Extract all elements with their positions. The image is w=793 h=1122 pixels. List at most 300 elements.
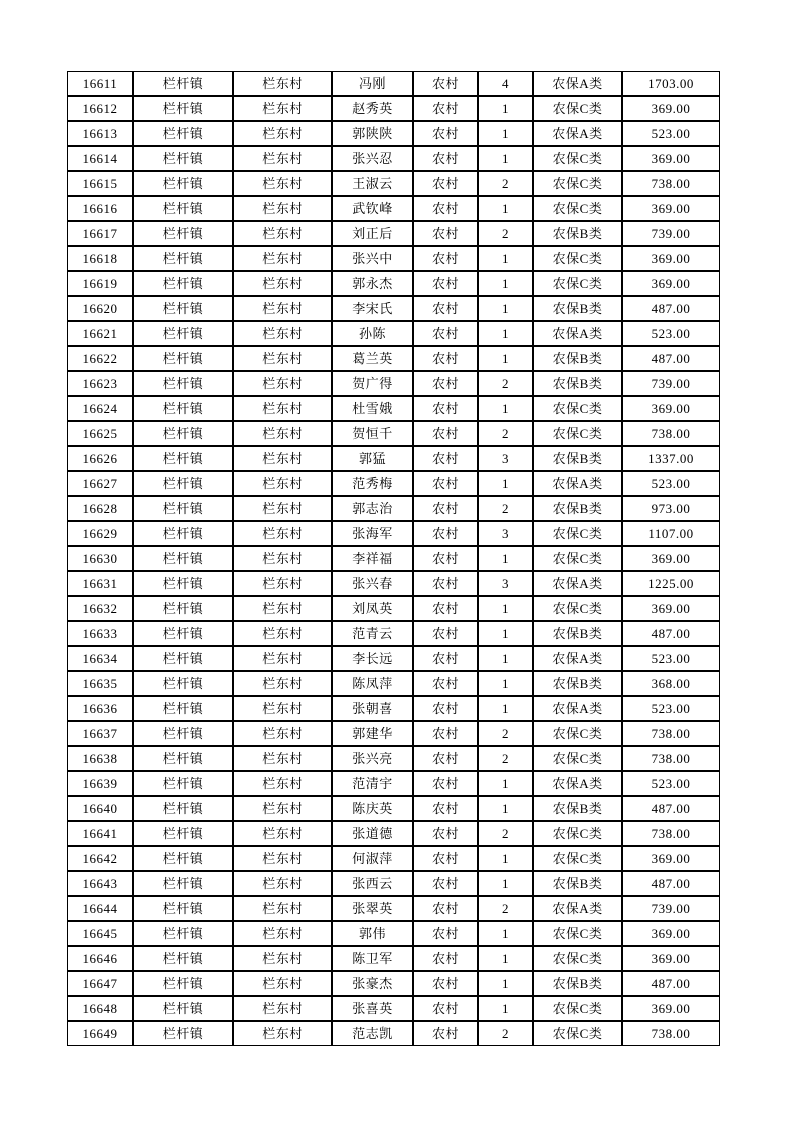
cell-town: 栏杆镇: [133, 621, 233, 646]
cell-id: 16627: [67, 471, 133, 496]
cell-town: 栏杆镇: [133, 796, 233, 821]
cell-residence: 农村: [413, 796, 478, 821]
cell-residence: 农村: [413, 271, 478, 296]
cell-residence: 农村: [413, 546, 478, 571]
cell-amount: 1225.00: [622, 571, 720, 596]
cell-count: 1: [478, 321, 533, 346]
cell-amount: 738.00: [622, 171, 720, 196]
cell-name: 张兴春: [332, 571, 413, 596]
cell-category: 农保A类: [533, 71, 622, 96]
cell-amount: 738.00: [622, 421, 720, 446]
cell-id: 16619: [67, 271, 133, 296]
cell-residence: 农村: [413, 246, 478, 271]
cell-category: 农保A类: [533, 471, 622, 496]
cell-id: 16648: [67, 996, 133, 1021]
cell-count: 1: [478, 796, 533, 821]
cell-count: 1: [478, 246, 533, 271]
cell-count: 4: [478, 71, 533, 96]
cell-name: 张兴亮: [332, 746, 413, 771]
cell-category: 农保B类: [533, 621, 622, 646]
cell-amount: 739.00: [622, 371, 720, 396]
cell-count: 1: [478, 396, 533, 421]
cell-count: 2: [478, 721, 533, 746]
cell-residence: 农村: [413, 371, 478, 396]
cell-name: 李祥福: [332, 546, 413, 571]
cell-name: 郭建华: [332, 721, 413, 746]
cell-amount: 738.00: [622, 1021, 720, 1046]
cell-residence: 农村: [413, 71, 478, 96]
cell-id: 16640: [67, 796, 133, 821]
cell-town: 栏杆镇: [133, 121, 233, 146]
cell-category: 农保B类: [533, 796, 622, 821]
cell-residence: 农村: [413, 396, 478, 421]
cell-id: 16635: [67, 671, 133, 696]
cell-town: 栏杆镇: [133, 671, 233, 696]
cell-category: 农保A类: [533, 571, 622, 596]
cell-id: 16637: [67, 721, 133, 746]
cell-town: 栏杆镇: [133, 596, 233, 621]
cell-count: 2: [478, 171, 533, 196]
table-row: [67, 471, 720, 496]
cell-amount: 487.00: [622, 871, 720, 896]
cell-count: 2: [478, 221, 533, 246]
cell-residence: 农村: [413, 96, 478, 121]
cell-id: 16628: [67, 496, 133, 521]
cell-village: 栏东村: [233, 846, 332, 871]
cell-count: 3: [478, 446, 533, 471]
cell-name: 张喜英: [332, 996, 413, 1021]
cell-name: 郭永杰: [332, 271, 413, 296]
cell-village: 栏东村: [233, 421, 332, 446]
cell-residence: 农村: [413, 646, 478, 671]
cell-village: 栏东村: [233, 221, 332, 246]
cell-id: 16647: [67, 971, 133, 996]
cell-count: 3: [478, 571, 533, 596]
cell-category: 农保C类: [533, 96, 622, 121]
cell-id: 16633: [67, 621, 133, 646]
table-row: [67, 271, 720, 296]
cell-name: 张海军: [332, 521, 413, 546]
cell-village: 栏东村: [233, 571, 332, 596]
cell-amount: 369.00: [622, 846, 720, 871]
cell-town: 栏杆镇: [133, 246, 233, 271]
cell-count: 2: [478, 821, 533, 846]
cell-name: 赵秀英: [332, 96, 413, 121]
cell-residence: 农村: [413, 321, 478, 346]
cell-town: 栏杆镇: [133, 321, 233, 346]
cell-category: 农保B类: [533, 446, 622, 471]
cell-category: 农保A类: [533, 646, 622, 671]
cell-residence: 农村: [413, 571, 478, 596]
cell-amount: 523.00: [622, 696, 720, 721]
cell-residence: 农村: [413, 221, 478, 246]
table-row: [67, 571, 720, 596]
cell-amount: 523.00: [622, 321, 720, 346]
cell-village: 栏东村: [233, 271, 332, 296]
cell-name: 郭伟: [332, 921, 413, 946]
table-row: [67, 796, 720, 821]
cell-name: 范志凯: [332, 1021, 413, 1046]
table-row: [67, 171, 720, 196]
table-row: [67, 821, 720, 846]
cell-town: 栏杆镇: [133, 446, 233, 471]
cell-name: 张豪杰: [332, 971, 413, 996]
cell-village: 栏东村: [233, 971, 332, 996]
cell-amount: 1337.00: [622, 446, 720, 471]
cell-amount: 523.00: [622, 471, 720, 496]
cell-residence: 农村: [413, 896, 478, 921]
cell-name: 陈庆英: [332, 796, 413, 821]
table-row: [67, 846, 720, 871]
cell-id: 16631: [67, 571, 133, 596]
cell-id: 16622: [67, 346, 133, 371]
cell-category: 农保B类: [533, 371, 622, 396]
cell-id: 16625: [67, 421, 133, 446]
cell-town: 栏杆镇: [133, 521, 233, 546]
cell-name: 杜雪娥: [332, 396, 413, 421]
cell-village: 栏东村: [233, 171, 332, 196]
cell-name: 王淑云: [332, 171, 413, 196]
cell-name: 陈卫军: [332, 946, 413, 971]
cell-amount: 487.00: [622, 296, 720, 321]
cell-name: 陈凤萍: [332, 671, 413, 696]
cell-town: 栏杆镇: [133, 196, 233, 221]
cell-residence: 农村: [413, 946, 478, 971]
cell-town: 栏杆镇: [133, 921, 233, 946]
cell-category: 农保B类: [533, 871, 622, 896]
cell-name: 冯刚: [332, 71, 413, 96]
cell-residence: 农村: [413, 596, 478, 621]
table-row: [67, 696, 720, 721]
table-row: [67, 196, 720, 221]
cell-category: 农保C类: [533, 721, 622, 746]
cell-count: 1: [478, 296, 533, 321]
cell-village: 栏东村: [233, 946, 332, 971]
table-row: [67, 621, 720, 646]
cell-residence: 农村: [413, 846, 478, 871]
table-row: [67, 296, 720, 321]
cell-id: 16620: [67, 296, 133, 321]
cell-residence: 农村: [413, 196, 478, 221]
cell-id: 16618: [67, 246, 133, 271]
cell-category: 农保C类: [533, 171, 622, 196]
cell-town: 栏杆镇: [133, 146, 233, 171]
cell-count: 1: [478, 771, 533, 796]
cell-id: 16621: [67, 321, 133, 346]
cell-village: 栏东村: [233, 921, 332, 946]
table-row: [67, 421, 720, 446]
cell-amount: 738.00: [622, 821, 720, 846]
cell-town: 栏杆镇: [133, 896, 233, 921]
table-row: [67, 996, 720, 1021]
table-row: [67, 496, 720, 521]
table-row: [67, 546, 720, 571]
cell-name: 贺恒千: [332, 421, 413, 446]
cell-residence: 农村: [413, 746, 478, 771]
table-body: [67, 71, 720, 1046]
cell-count: 2: [478, 496, 533, 521]
cell-count: 3: [478, 521, 533, 546]
cell-name: 刘正后: [332, 221, 413, 246]
cell-amount: 523.00: [622, 771, 720, 796]
cell-name: 郭志治: [332, 496, 413, 521]
cell-town: 栏杆镇: [133, 746, 233, 771]
cell-town: 栏杆镇: [133, 771, 233, 796]
cell-id: 16641: [67, 821, 133, 846]
cell-amount: 369.00: [622, 921, 720, 946]
cell-id: 16615: [67, 171, 133, 196]
cell-count: 2: [478, 896, 533, 921]
cell-count: 2: [478, 371, 533, 396]
cell-village: 栏东村: [233, 246, 332, 271]
cell-village: 栏东村: [233, 646, 332, 671]
cell-village: 栏东村: [233, 871, 332, 896]
table-row: [67, 71, 720, 96]
cell-town: 栏杆镇: [133, 71, 233, 96]
cell-name: 张西云: [332, 871, 413, 896]
cell-category: 农保C类: [533, 996, 622, 1021]
cell-category: 农保A类: [533, 771, 622, 796]
cell-count: 1: [478, 921, 533, 946]
cell-town: 栏杆镇: [133, 971, 233, 996]
cell-amount: 369.00: [622, 546, 720, 571]
table-row: [67, 746, 720, 771]
cell-name: 范秀梅: [332, 471, 413, 496]
cell-category: 农保C类: [533, 1021, 622, 1046]
cell-id: 16649: [67, 1021, 133, 1046]
cell-name: 张朝喜: [332, 696, 413, 721]
cell-id: 16617: [67, 221, 133, 246]
cell-category: 农保B类: [533, 296, 622, 321]
cell-town: 栏杆镇: [133, 846, 233, 871]
cell-id: 16612: [67, 96, 133, 121]
cell-count: 1: [478, 546, 533, 571]
cell-amount: 369.00: [622, 96, 720, 121]
table-row: [67, 246, 720, 271]
cell-amount: 369.00: [622, 396, 720, 421]
cell-residence: 农村: [413, 496, 478, 521]
cell-village: 栏东村: [233, 896, 332, 921]
cell-id: 16611: [67, 71, 133, 96]
cell-residence: 农村: [413, 671, 478, 696]
cell-name: 范青云: [332, 621, 413, 646]
cell-residence: 农村: [413, 446, 478, 471]
cell-category: 农保B类: [533, 221, 622, 246]
cell-town: 栏杆镇: [133, 696, 233, 721]
table-row: [67, 371, 720, 396]
cell-amount: 738.00: [622, 746, 720, 771]
cell-category: 农保C类: [533, 921, 622, 946]
cell-village: 栏东村: [233, 346, 332, 371]
cell-village: 栏东村: [233, 521, 332, 546]
cell-town: 栏杆镇: [133, 471, 233, 496]
cell-amount: 369.00: [622, 996, 720, 1021]
cell-id: 16634: [67, 646, 133, 671]
cell-residence: 农村: [413, 921, 478, 946]
cell-town: 栏杆镇: [133, 396, 233, 421]
cell-category: 农保A类: [533, 696, 622, 721]
cell-count: 1: [478, 946, 533, 971]
cell-category: 农保C类: [533, 246, 622, 271]
cell-residence: 农村: [413, 1021, 478, 1046]
cell-residence: 农村: [413, 971, 478, 996]
cell-count: 1: [478, 846, 533, 871]
cell-residence: 农村: [413, 871, 478, 896]
cell-id: 16644: [67, 896, 133, 921]
cell-village: 栏东村: [233, 396, 332, 421]
cell-category: 农保A类: [533, 896, 622, 921]
cell-village: 栏东村: [233, 796, 332, 821]
cell-residence: 农村: [413, 521, 478, 546]
cell-amount: 369.00: [622, 246, 720, 271]
cell-category: 农保C类: [533, 546, 622, 571]
cell-id: 16645: [67, 921, 133, 946]
cell-count: 2: [478, 421, 533, 446]
cell-village: 栏东村: [233, 996, 332, 1021]
table-row: [67, 521, 720, 546]
cell-category: 农保A类: [533, 321, 622, 346]
table-row: [67, 321, 720, 346]
cell-town: 栏杆镇: [133, 496, 233, 521]
cell-village: 栏东村: [233, 621, 332, 646]
cell-residence: 农村: [413, 146, 478, 171]
cell-count: 1: [478, 471, 533, 496]
cell-town: 栏杆镇: [133, 271, 233, 296]
cell-name: 武钦峰: [332, 196, 413, 221]
cell-amount: 487.00: [622, 346, 720, 371]
cell-count: 1: [478, 271, 533, 296]
cell-count: 1: [478, 621, 533, 646]
cell-name: 李宋氏: [332, 296, 413, 321]
table-row: [67, 646, 720, 671]
cell-amount: 487.00: [622, 621, 720, 646]
cell-town: 栏杆镇: [133, 871, 233, 896]
table-row: [67, 721, 720, 746]
cell-town: 栏杆镇: [133, 96, 233, 121]
cell-residence: 农村: [413, 996, 478, 1021]
cell-town: 栏杆镇: [133, 221, 233, 246]
cell-count: 1: [478, 696, 533, 721]
cell-village: 栏东村: [233, 121, 332, 146]
cell-count: 1: [478, 121, 533, 146]
cell-name: 郭陕陕: [332, 121, 413, 146]
cell-amount: 369.00: [622, 271, 720, 296]
cell-name: 孙陈: [332, 321, 413, 346]
cell-amount: 738.00: [622, 721, 720, 746]
cell-amount: 487.00: [622, 796, 720, 821]
table-row: [67, 146, 720, 171]
table-row: [67, 596, 720, 621]
cell-count: 1: [478, 971, 533, 996]
table-row: [67, 946, 720, 971]
cell-village: 栏东村: [233, 596, 332, 621]
cell-id: 16630: [67, 546, 133, 571]
cell-id: 16639: [67, 771, 133, 796]
cell-name: 何淑萍: [332, 846, 413, 871]
cell-count: 1: [478, 596, 533, 621]
cell-residence: 农村: [413, 421, 478, 446]
cell-category: 农保C类: [533, 421, 622, 446]
cell-amount: 369.00: [622, 146, 720, 171]
table-row: [67, 871, 720, 896]
table-row: [67, 346, 720, 371]
cell-count: 2: [478, 746, 533, 771]
cell-amount: 523.00: [622, 646, 720, 671]
cell-id: 16636: [67, 696, 133, 721]
cell-name: 张兴忍: [332, 146, 413, 171]
table-row: [67, 771, 720, 796]
cell-village: 栏东村: [233, 146, 332, 171]
cell-id: 16632: [67, 596, 133, 621]
cell-count: 1: [478, 671, 533, 696]
cell-town: 栏杆镇: [133, 296, 233, 321]
cell-id: 16626: [67, 446, 133, 471]
cell-residence: 农村: [413, 721, 478, 746]
cell-count: 1: [478, 146, 533, 171]
table-row: [67, 121, 720, 146]
cell-town: 栏杆镇: [133, 996, 233, 1021]
table-row: [67, 896, 720, 921]
cell-village: 栏东村: [233, 371, 332, 396]
cell-town: 栏杆镇: [133, 171, 233, 196]
cell-id: 16643: [67, 871, 133, 896]
cell-amount: 369.00: [622, 946, 720, 971]
table-row: [67, 971, 720, 996]
cell-name: 张兴中: [332, 246, 413, 271]
cell-residence: 农村: [413, 346, 478, 371]
table-row: [67, 96, 720, 121]
cell-category: 农保C类: [533, 396, 622, 421]
cell-amount: 973.00: [622, 496, 720, 521]
insurance-roster-table: [67, 71, 720, 1046]
cell-village: 栏东村: [233, 546, 332, 571]
cell-id: 16623: [67, 371, 133, 396]
cell-village: 栏东村: [233, 71, 332, 96]
cell-town: 栏杆镇: [133, 646, 233, 671]
cell-residence: 农村: [413, 621, 478, 646]
table-row: [67, 221, 720, 246]
cell-village: 栏东村: [233, 696, 332, 721]
cell-category: 农保C类: [533, 746, 622, 771]
cell-residence: 农村: [413, 296, 478, 321]
cell-amount: 368.00: [622, 671, 720, 696]
cell-village: 栏东村: [233, 821, 332, 846]
cell-count: 1: [478, 646, 533, 671]
cell-id: 16614: [67, 146, 133, 171]
cell-amount: 369.00: [622, 596, 720, 621]
cell-category: 农保C类: [533, 271, 622, 296]
cell-category: 农保C类: [533, 196, 622, 221]
cell-amount: 739.00: [622, 896, 720, 921]
cell-id: 16624: [67, 396, 133, 421]
cell-town: 栏杆镇: [133, 1021, 233, 1046]
cell-residence: 农村: [413, 696, 478, 721]
cell-town: 栏杆镇: [133, 946, 233, 971]
cell-amount: 1703.00: [622, 71, 720, 96]
cell-village: 栏东村: [233, 1021, 332, 1046]
cell-count: 1: [478, 871, 533, 896]
cell-id: 16642: [67, 846, 133, 871]
cell-village: 栏东村: [233, 446, 332, 471]
cell-village: 栏东村: [233, 321, 332, 346]
cell-name: 张道德: [332, 821, 413, 846]
cell-id: 16638: [67, 746, 133, 771]
cell-name: 范清宇: [332, 771, 413, 796]
cell-town: 栏杆镇: [133, 821, 233, 846]
table-row: [67, 396, 720, 421]
cell-category: 农保B类: [533, 971, 622, 996]
cell-village: 栏东村: [233, 721, 332, 746]
